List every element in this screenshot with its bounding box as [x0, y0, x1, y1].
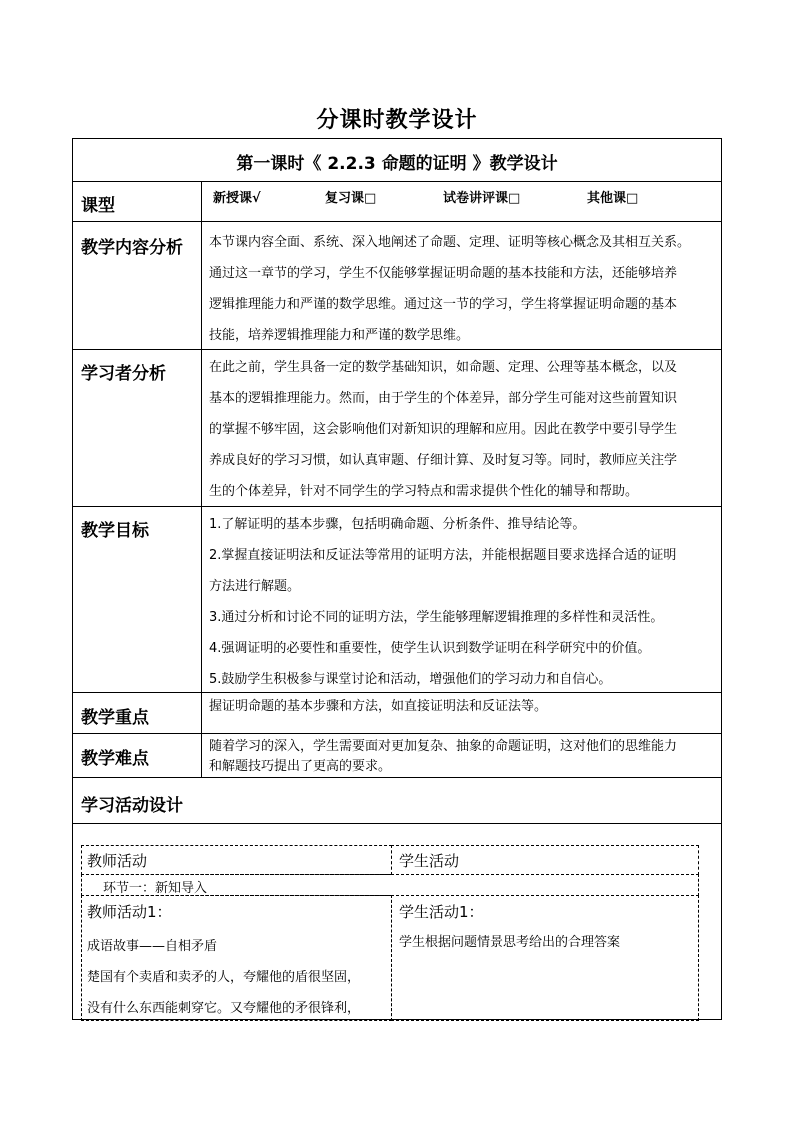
row-divider: [73, 181, 721, 182]
text-line: 养成良好的学习习惯，如认真审题、仔细计算、及时复习等。同时，教师应关注学: [209, 453, 678, 468]
text-line: 生的个体差异，针对不同学生的学习特点和需求提供个性化的辅导和帮助。: [209, 484, 639, 499]
story-line: 没有什么东西能刺穿它。又夸耀他的矛很锋利，: [87, 1001, 361, 1016]
key-points-text: [209, 691, 717, 722]
text-line: 本节课内容全面、系统、深入地阐述了命题、定理、证明等核心概念及其相互关系。: [209, 235, 691, 250]
section-title: 环节一：新知导入: [103, 881, 208, 896]
objectives-label: 教学目标: [81, 521, 149, 541]
student-activity-title: 学生活动1：: [399, 903, 484, 921]
lesson-plan-table: [72, 138, 722, 1020]
course-type-new: 新授课√: [213, 191, 261, 206]
difficulties-text: [209, 737, 717, 777]
text-line: 1.了解证明的基本步骤，包括明确命题、分析条件、推导结论等。: [209, 517, 586, 532]
key-points-label: 教学重点: [81, 708, 149, 728]
text-line: 逻辑推理能力和严谨的数学思维。通过这一节的学习，学生将掌握证明命题的基本: [209, 297, 678, 312]
activity-design-label: 学习活动设计: [81, 796, 183, 816]
teacher-activity-header: 教师活动: [87, 852, 148, 870]
content-analysis-text: [209, 227, 717, 351]
course-type-label: 课型: [81, 196, 115, 216]
story-line: 成语故事——自相矛盾: [87, 939, 218, 954]
page-title: 分课时教学设计: [316, 108, 478, 133]
row-divider: [73, 733, 721, 734]
text-line: 随着学习的深入，学生需要面对更加复杂、抽象的命题证明，这对他们的思维能力: [209, 739, 678, 754]
row-divider: [73, 777, 721, 778]
text-line: 5.鼓励学生积极参与课堂讨论和活动，增强他们的学习动力和自信心。: [209, 672, 612, 687]
content-analysis-label: 教学内容分析: [81, 238, 183, 258]
activity-table: [81, 845, 699, 1021]
row-divider: [73, 823, 721, 824]
story-line: 楚国有个卖盾和卖矛的人，夸耀他的盾很坚固，: [87, 970, 361, 985]
difficulties-label: 教学难点: [81, 749, 149, 769]
student-activity-text: 学生根据问题情景思考给出的合理答案: [399, 935, 621, 950]
text-line: 在此之前，学生具备一定的数学基础知识，如命题、定理、公理等基本概念，以及: [209, 360, 678, 375]
text-line: 通过这一章节的学习，学生不仅能够掌握证明命题的基本技能和方法，还能够培养: [209, 266, 678, 281]
text-line: 基本的逻辑推理能力。然而，由于学生的个体差异，部分学生可能对这些前置知识: [209, 391, 678, 406]
course-type-other: 其他课□: [587, 191, 639, 206]
learner-analysis-label: 学习者分析: [81, 364, 166, 384]
text-line: 技能，培养逻辑推理能力和严谨的数学思维。: [209, 328, 470, 343]
column-divider: [201, 181, 202, 777]
text-line: 4.强调证明的必要性和重要性，使学生认识到数学证明在科学研究中的价值。: [209, 641, 651, 656]
learner-analysis-text: [209, 352, 717, 507]
course-type-review: 复习课□: [325, 191, 377, 206]
text-line: 的掌握不够牢固，这会影响他们对新知识的理解和应用。因此在教学中要引导学生: [209, 422, 678, 437]
course-type-exam-review: 试卷讲评课□: [443, 191, 521, 206]
text-line: 和解题技巧提出了更高的要求。: [209, 759, 392, 774]
text-line: 2.掌握直接证明法和反证法等常用的证明方法，并能根据题目要求选择合适的证明: [209, 548, 677, 563]
text-line: 方法进行解题。: [209, 579, 301, 594]
row-divider: [73, 221, 721, 222]
text-line: 3.通过分析和讨论不同的证明方法，学生能够理解逻辑推理的多样性和灵活性。: [209, 610, 664, 625]
student-activity-header: 学生活动: [399, 852, 460, 870]
teacher-activity-title: 教师活动1：: [87, 903, 172, 921]
lesson-title: 第一课时《 2.2.3 命题的证明 》教学设计: [236, 154, 558, 174]
objectives-text: [209, 509, 717, 695]
text-line: 握证明命题的基本步骤和方法，如直接证明法和反证法等。: [209, 699, 548, 714]
